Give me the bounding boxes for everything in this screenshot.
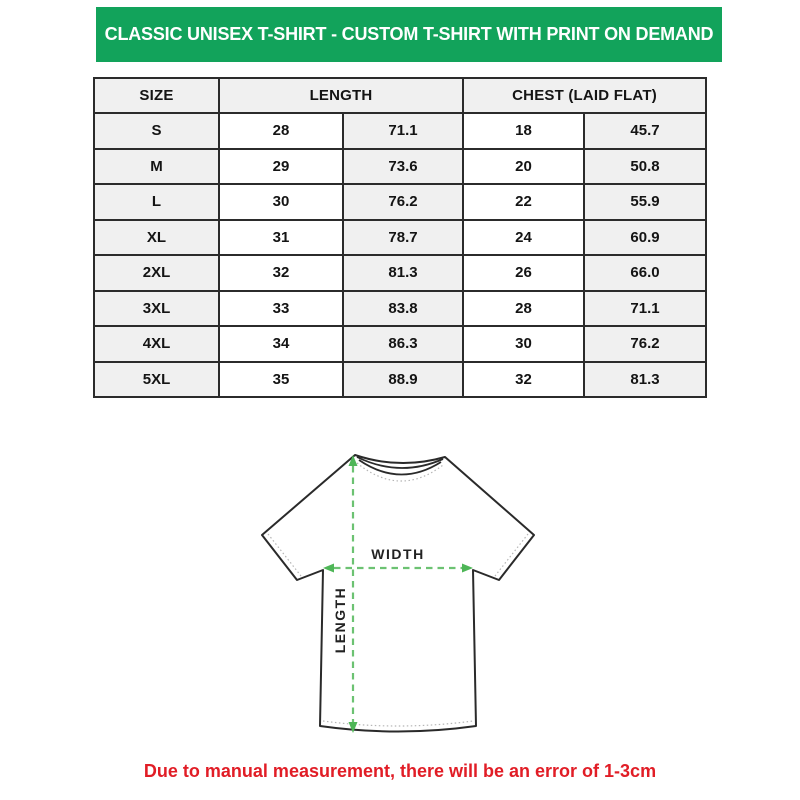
table-row-2xl <box>94 255 706 291</box>
cell-length-cm: 81.3 <box>343 255 463 291</box>
header-size: SIZE <box>94 78 219 113</box>
cell-chest-cm: 71.1 <box>584 291 706 327</box>
tshirt-outline <box>262 455 534 732</box>
cell-length-cm: 86.3 <box>343 326 463 362</box>
table-header-row <box>94 78 706 113</box>
cell-length-in: 31 <box>219 220 343 256</box>
cell-length-cm: 76.2 <box>343 184 463 220</box>
cell-size: L <box>94 184 219 220</box>
tshirt-diagram <box>240 430 560 760</box>
cell-chest-cm: 45.7 <box>584 113 706 149</box>
cell-size: 5XL <box>94 362 219 398</box>
cell-length-in: 33 <box>219 291 343 327</box>
cell-length-in: 30 <box>219 184 343 220</box>
cell-size: 4XL <box>94 326 219 362</box>
cell-size: 3XL <box>94 291 219 327</box>
measurement-note: Due to manual measurement, there will be an error of 1-3cm <box>143 761 657 781</box>
cell-size: XL <box>94 220 219 256</box>
table-row-s <box>94 113 706 149</box>
header-length: LENGTH <box>219 78 463 113</box>
cell-chest-in: 18 <box>463 113 584 149</box>
table-row-5xl <box>94 362 706 398</box>
cell-length-in: 29 <box>219 149 343 185</box>
cell-chest-in: 20 <box>463 149 584 185</box>
cell-length-cm: 73.6 <box>343 149 463 185</box>
table-row-l <box>94 184 706 220</box>
table-row-xl <box>94 220 706 256</box>
cell-chest-in: 28 <box>463 291 584 327</box>
page-title: CLASSIC UNISEX T-SHIRT - CUSTOM T-SHIRT WITH PRINT ON DEMAND <box>104 24 714 44</box>
cell-length-cm: 88.9 <box>343 362 463 398</box>
cell-length-cm: 83.8 <box>343 291 463 327</box>
cell-size: S <box>94 113 219 149</box>
cell-length-cm: 71.1 <box>343 113 463 149</box>
cell-chest-cm: 81.3 <box>584 362 706 398</box>
table-row-4xl <box>94 326 706 362</box>
cell-chest-in: 30 <box>463 326 584 362</box>
cell-chest-cm: 55.9 <box>584 184 706 220</box>
cell-chest-cm: 60.9 <box>584 220 706 256</box>
length-label: LENGTH <box>332 586 348 654</box>
title-banner <box>96 7 722 62</box>
cell-length-in: 34 <box>219 326 343 362</box>
header-chest: CHEST (LAID FLAT) <box>463 78 706 113</box>
width-label: WIDTH <box>371 546 425 562</box>
cell-chest-in: 32 <box>463 362 584 398</box>
cell-length-in: 32 <box>219 255 343 291</box>
size-chart-table <box>93 77 707 398</box>
cell-size: M <box>94 149 219 185</box>
cell-length-in: 28 <box>219 113 343 149</box>
cell-chest-cm: 66.0 <box>584 255 706 291</box>
cell-size: 2XL <box>94 255 219 291</box>
cell-chest-cm: 76.2 <box>584 326 706 362</box>
cell-chest-cm: 50.8 <box>584 149 706 185</box>
cell-length-cm: 78.7 <box>343 220 463 256</box>
cell-chest-in: 26 <box>463 255 584 291</box>
cell-length-in: 35 <box>219 362 343 398</box>
table-row-3xl <box>94 291 706 327</box>
table-row-m <box>94 149 706 185</box>
cell-chest-in: 22 <box>463 184 584 220</box>
cell-chest-in: 24 <box>463 220 584 256</box>
